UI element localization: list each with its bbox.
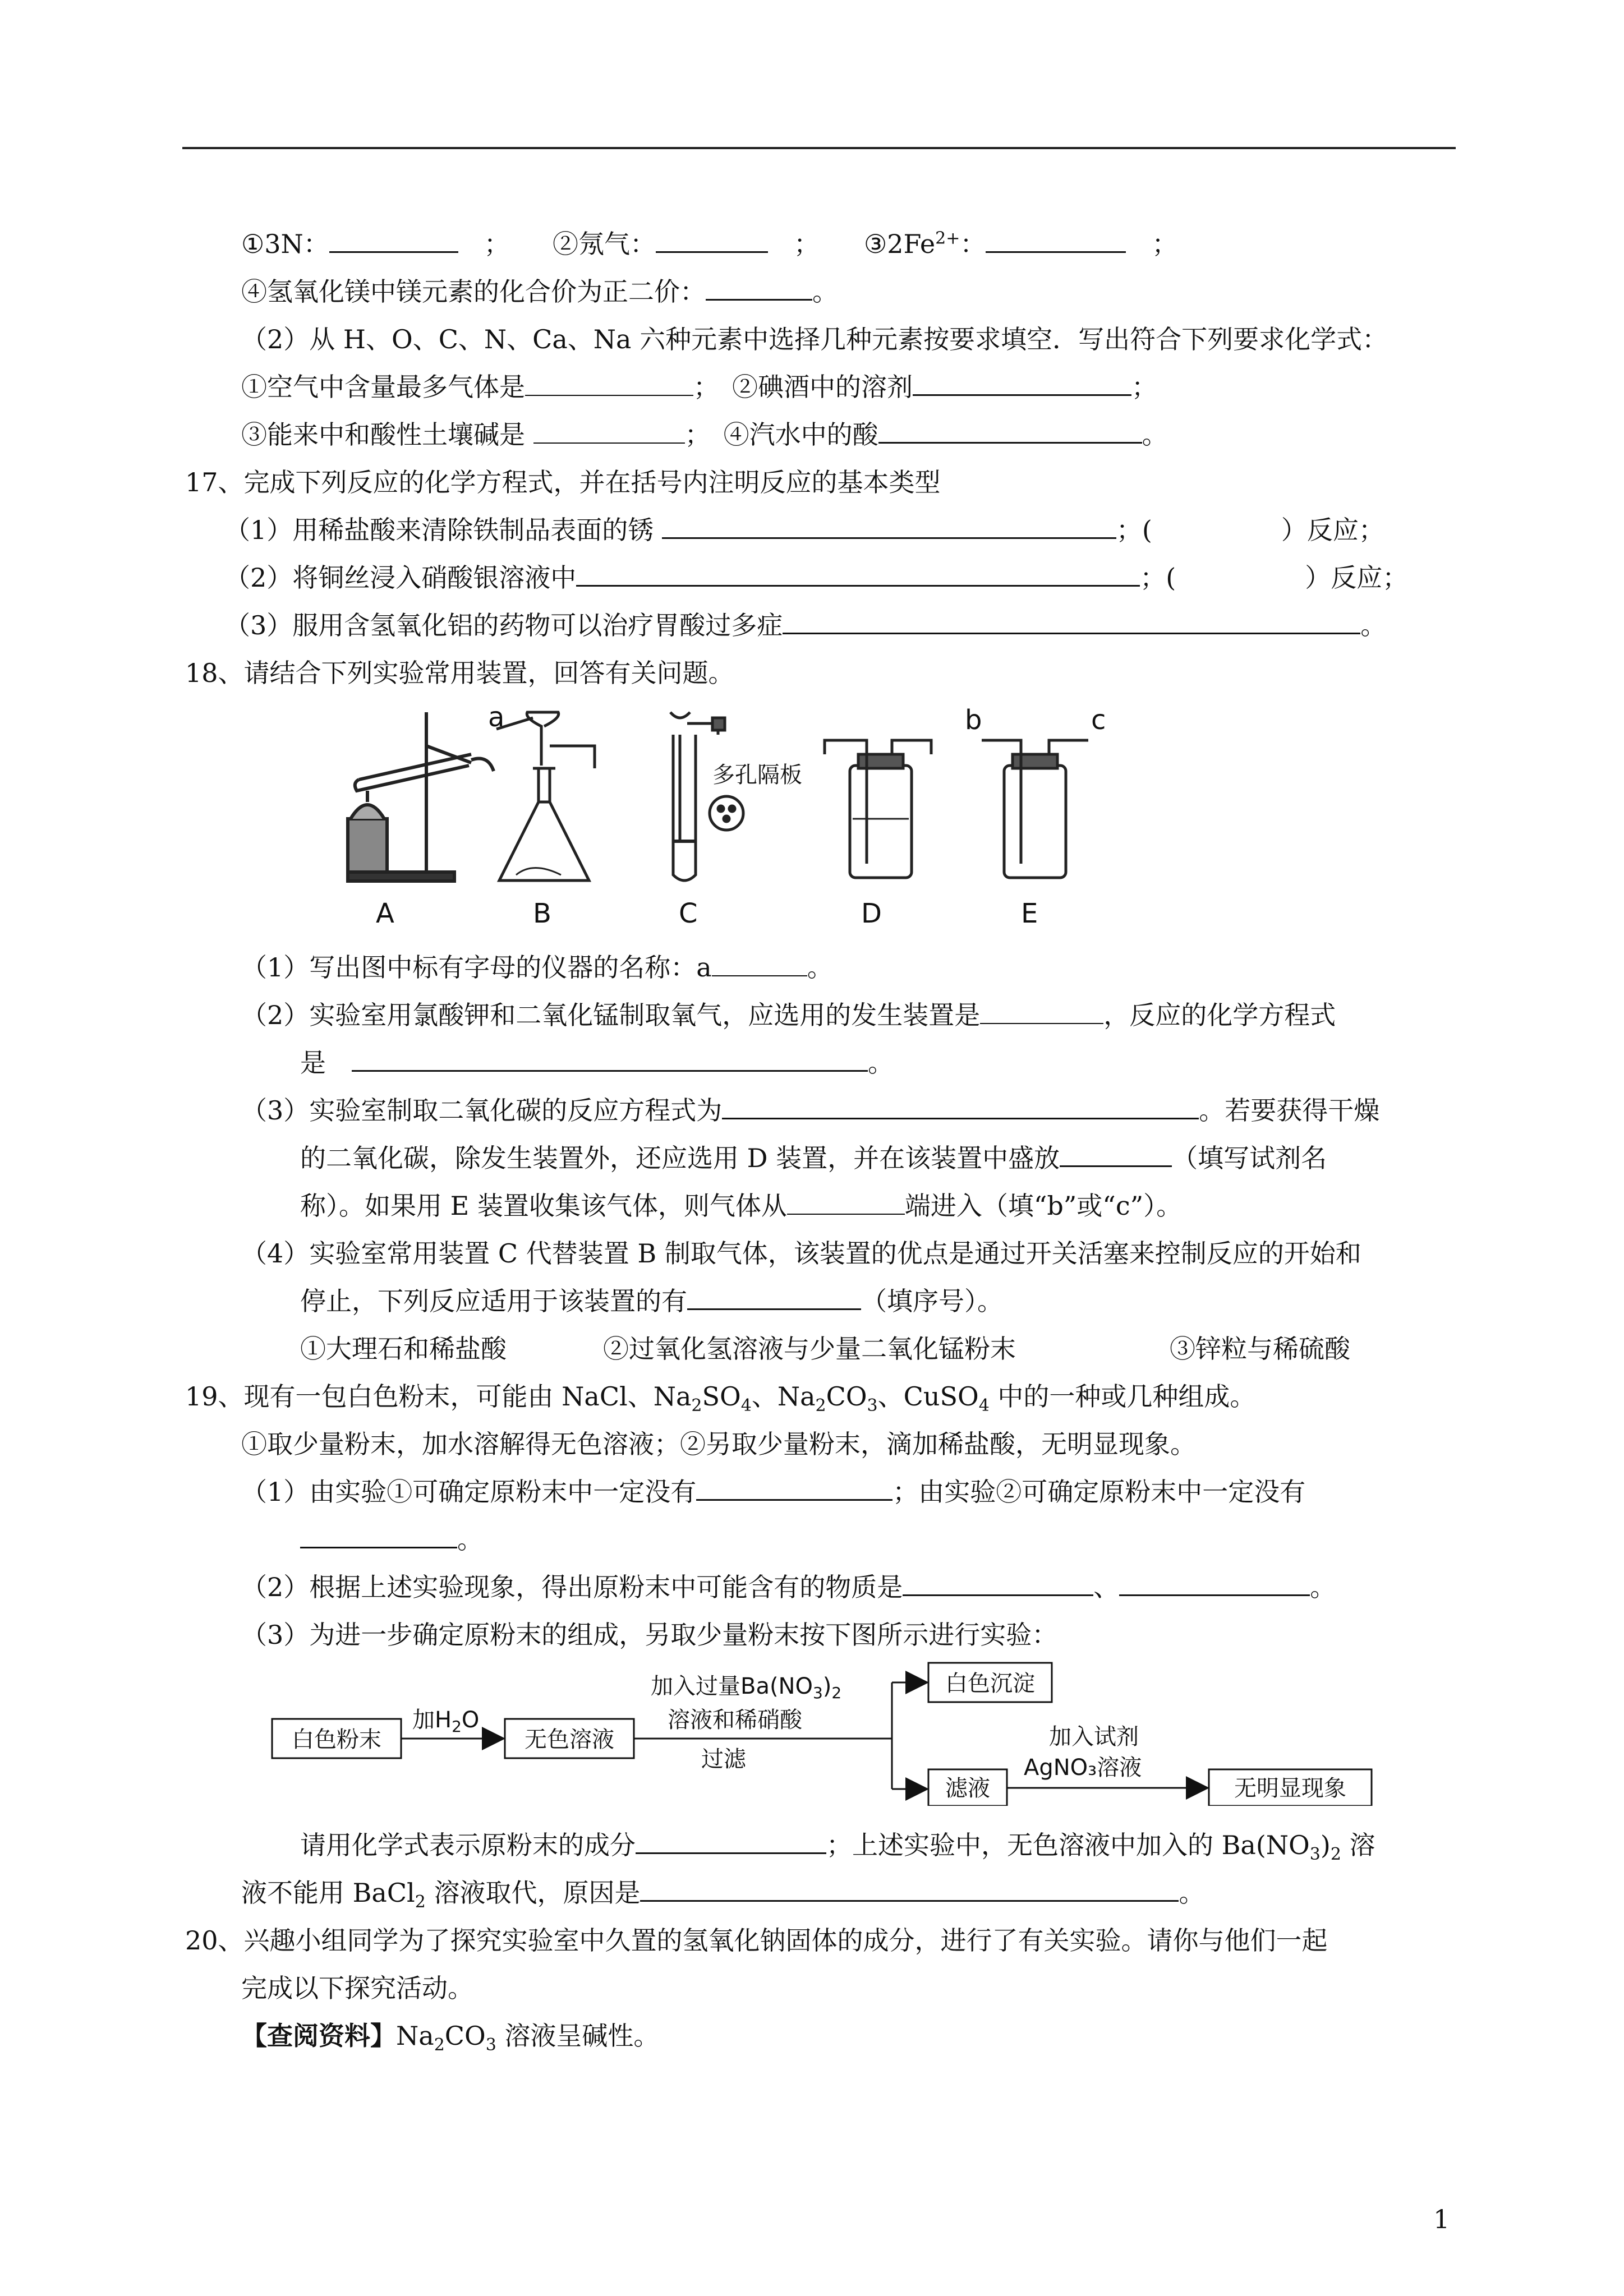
blank[interactable] [656,228,768,253]
text: 溶 [1341,1830,1375,1860]
flow-precipitate-label: 白色沉淀 [945,1671,1035,1696]
q16-item4: ④氢氧化镁中镁元素的化合价为正二价： [241,276,706,307]
end: 。 [1360,610,1387,640]
q16-sub1: ①空气中含量最多气体是 [241,372,525,402]
q20-title2: 完成以下探究活动。 [241,1973,473,2003]
charge-sup: 2+ [935,228,960,248]
end: 。 [1310,1572,1336,1602]
q20-ref [241,2019,659,2053]
text: （2）将铜丝浸入硝酸银溶液中 [224,563,577,593]
text: 液不能用 BaCl [241,1878,415,1908]
blank[interactable] [533,419,685,444]
q19-steps: ①取少量粉末，加水溶解得无色溶液；②另取少量粉末，滴加稀盐酸，无明显现象。 [241,1429,1196,1459]
text: ；上述实验中，无色溶液中加入的 Ba(NO [826,1830,1310,1860]
blank[interactable] [352,1046,868,1072]
flow-start-label: 白色粉末 [292,1727,381,1753]
mid: 。若要获得干燥 [1199,1095,1380,1126]
blank[interactable] [980,999,1103,1024]
flow-step1-label: 加$H_2O$ [412,1707,480,1736]
sub: 4 [740,1396,752,1416]
q18-title: 18、请结合下列实验常用装置，回答有关问题。 [185,658,734,688]
text: CO [444,2021,486,2051]
flow-reagent2-line2: AgNO₃溶液 [1024,1755,1142,1781]
sep: ； [1131,372,1157,402]
q20-title: 20、兴趣小组同学为了探究实验室中久置的氢氧化钠固体的成分，进行了有关实验。请你与他们一起 [185,1925,1328,1956]
blank[interactable] [640,1877,1179,1902]
tail: ；( ）反应； [1116,515,1384,545]
sub: 2 [691,1396,702,1416]
q16-part2: （2）从 H、O、C、N、Ca、Na 六种元素中选择几种元素按要求填空．写出符合下列要求化学式： [241,324,1388,354]
end: 。 [868,1048,894,1078]
header-rule [182,147,1456,149]
apparatus-A [348,712,494,881]
flow-filter-label: 过滤 [701,1746,746,1772]
q19-q-line2 [241,1876,1204,1910]
sub: 3 [485,2035,496,2055]
end: 端进入（填“b”或“c”）。 [904,1191,1183,1221]
flow-box-precipitate [928,1663,1052,1702]
text: CO [826,1381,867,1412]
q17-p2 [224,561,1408,594]
text: 、Na [751,1381,816,1412]
apparatus-D [825,740,931,878]
flow-box-filtrate [928,1769,1007,1806]
blank[interactable] [712,952,807,976]
flow-reagent1-line2: 溶液和稀硝酸 [668,1707,802,1733]
colon: ： [960,229,986,259]
q18-p2b [300,1046,894,1080]
sep: ； [794,229,820,259]
label-C: C [679,898,698,929]
page-number: 1 [1433,2204,1450,2234]
mid: ；由实验②可确定原粉末中一定没有 [892,1477,1306,1507]
apparatus-B [496,712,595,880]
blank[interactable] [525,371,693,396]
q17-p1 [224,513,1384,547]
sep: ； [484,229,510,259]
text: 中的一种或几种组成。 [989,1381,1256,1412]
sep: ； [1152,229,1178,259]
blank[interactable] [636,1829,826,1854]
text: Na [396,2021,434,2051]
flow-result-label: 无明显现象 [1234,1776,1346,1801]
apparatus-C [670,712,743,880]
blank[interactable] [1119,1571,1310,1596]
text: 称）。如果用 E 装置收集该气体，则气体从 [300,1191,787,1221]
text: 、CuSO [877,1381,979,1412]
mid: ，反应的化学方程式 [1103,1000,1336,1030]
text: （1）写出图中标有字母的仪器的名称：a [241,952,712,983]
end: （填写试剂名 [1172,1143,1327,1173]
q18-p4b [300,1284,1003,1318]
q16-row4 [241,418,1168,451]
blank[interactable] [913,371,1131,396]
q18-p4: （4）实验室常用装置 C 代替装置 B 制取气体，该装置的优点是通过开关活塞来控制反应的开始和 [241,1238,1361,1269]
text: 是 [300,1048,326,1078]
q19-p1b [300,1523,483,1556]
q18-p1 [241,951,833,984]
q18-p3c [300,1189,1182,1223]
porous-plate-label: 多孔隔板 [712,762,802,788]
end: 。 [812,276,838,307]
blank[interactable] [329,228,458,253]
text: （2）实验室用氯酸钾和二氧化锰制取氧气，应选用的发生装置是 [241,1000,981,1030]
end: （填序号）。 [861,1286,1003,1316]
q16-sub4: ④汽水中的酸 [723,419,878,450]
mid: 、 [1093,1572,1120,1602]
q16-item3: ③2Fe [864,229,936,259]
sub: 2 [415,1892,426,1912]
tail: ；( ）反应； [1140,563,1409,593]
flow-box-result [1209,1769,1372,1806]
text: 溶液呈碱性。 [496,2021,660,2051]
blank[interactable] [783,609,1360,634]
end: 。 [807,952,833,983]
experiment-flowchart [269,1660,1391,1806]
blank[interactable] [1060,1142,1172,1167]
blank[interactable] [878,418,1142,444]
q18-opt2: ②过氧化氢溶液与少量二氧化锰粉末 [603,1334,1016,1364]
ref-label: 【查阅资料】 [241,2021,396,2051]
q18-p2 [241,998,1336,1032]
q18-opt3: ③锌粒与稀硫酸 [1170,1334,1350,1364]
q16-row3 [241,370,1157,404]
q16-row1c [864,227,1177,261]
q18-opt1: ①大理石和稀盐酸 [300,1334,507,1364]
label-B: B [533,898,551,929]
q16-item2: ②氖气： [553,229,656,259]
label-E: E [1021,898,1038,929]
text: （2）根据上述实验现象，得出原粉末中可能含有的物质是 [241,1572,903,1602]
q16-sub2: ②碘酒中的溶剂 [732,372,913,402]
sub: 2 [434,2035,445,2055]
sub: 4 [978,1396,990,1416]
q17-title: 17、完成下列反应的化学方程式，并在括号内注明反应的基本类型 [185,467,941,497]
sub: 2 [1330,1845,1341,1865]
q16-row1 [241,227,510,261]
flow-box-start [272,1719,401,1758]
blank[interactable] [787,1190,905,1215]
text: 溶液取代，原因是 [425,1878,641,1908]
sub: 3 [1309,1845,1321,1865]
text: （3）服用含氢氧化铝的药物可以治疗胃酸过多症 [224,610,783,640]
text: 的二氧化碳，除发生装置外，还应选用 D 装置，并在该装置中盛放 [300,1143,1060,1173]
blank[interactable] [662,514,1116,539]
q19-p3: （3）为进一步确定原粉末的组成，另取少量粉末按下图所示进行实验： [241,1620,1058,1650]
q18-p3 [241,1094,1379,1127]
q16-row2 [241,275,838,308]
flow-reagent1-label: 加入过量$Ba(NO_3)_2$ [651,1673,842,1702]
blank[interactable] [986,228,1126,253]
flow-reagent2-line1: 加入试剂 [1049,1724,1139,1750]
text: 请用化学式表示原粉末的成分 [300,1830,636,1860]
label-D: D [861,898,882,929]
blank[interactable] [696,1476,892,1501]
q16-item1: ①3N： [241,229,329,259]
lab-apparatus-figure [303,701,1122,937]
sep: ； [684,419,698,450]
end: 。 [1179,1878,1205,1908]
text: （1）由实验①可确定原粉末中一定没有 [241,1477,697,1507]
flow-solution-label: 无色溶液 [525,1727,614,1753]
sub: 2 [815,1396,826,1416]
blank[interactable] [576,561,1140,587]
blank[interactable] [687,1285,861,1310]
tag-c: c [1091,704,1106,736]
q16-row1b [553,227,820,261]
sep: ； [693,372,706,402]
end: 。 [1142,419,1168,450]
flow-filtrate-label: 滤液 [945,1776,990,1801]
end: 。 [457,1524,483,1555]
apparatus-E [982,740,1088,878]
text: （1）用稀盐酸来清除铁制品表面的锈 [224,515,654,545]
q19-title [185,1380,1256,1416]
text: （3）实验室制取二氧化碳的反应方程式为 [241,1095,723,1126]
text: ) [1320,1830,1331,1860]
q16-sub3: ③能来中和酸性土壤碱是 [241,419,525,450]
q19-q-line1 [300,1828,1375,1865]
blank[interactable] [903,1571,1093,1596]
tag-b: b [965,704,982,736]
text: 19、现有一包白色粉末，可能由 NaCl、Na [185,1381,692,1412]
text: 停止，下列反应适用于该装置的有 [300,1286,687,1316]
blank[interactable] [300,1523,457,1548]
q18-p3b [300,1141,1327,1175]
blank[interactable] [722,1094,1199,1119]
q17-p3 [224,608,1386,642]
q19-p1 [241,1475,1305,1509]
label-A: A [376,898,394,929]
blank[interactable] [706,275,812,301]
flow-box-solution [505,1719,634,1758]
text: SO [702,1381,741,1412]
tag-a: a [488,702,505,733]
q19-p2 [241,1570,1336,1604]
sub: 3 [867,1396,878,1416]
